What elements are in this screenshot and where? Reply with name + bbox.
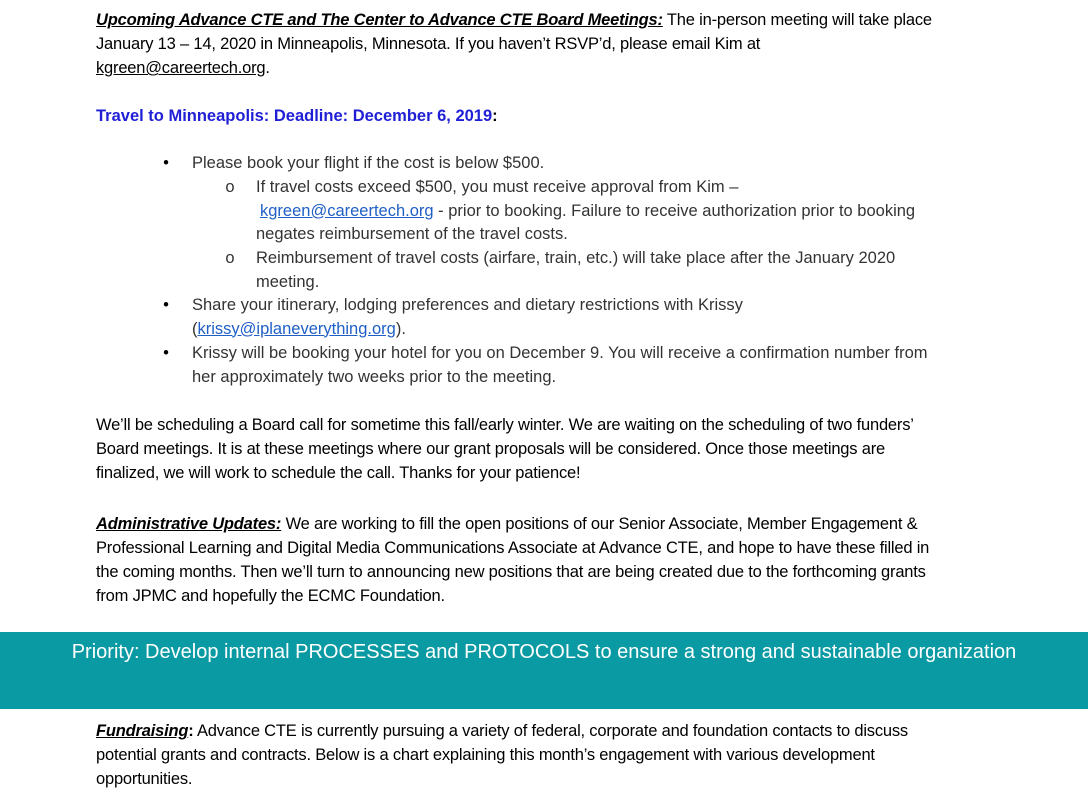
list-item-text: Share your itinerary, lodging preferences and dietary restrictions with Krissy ( [192, 296, 743, 338]
board-meetings-end: . [265, 59, 270, 77]
list-item [163, 342, 932, 389]
fundraising-paragraph [96, 719, 936, 791]
fundraising-heading: Fundraising [96, 722, 189, 740]
list-item [163, 294, 932, 341]
list-item-text: Krissy will be booking your hotel for you on December 9. You will receive a confirmation number from her approximately two weeks prior to the meeting. [192, 344, 928, 386]
board-meetings-heading: Upcoming Advance CTE and The Center to Advance CTE Board Meetings: [96, 11, 663, 29]
sub-list-item [225, 176, 936, 247]
admin-updates-text: We are working to fill the open positions of our Senior Associate, Member Engagement & Professional Learning and Digital Media Communications Associate at Advance CTE, and hope to have these filled in the coming months. Then we’ll turn to announcing new positions that are being created due to the forthcoming grants from JPMC and hopefully the ECMC Foundation. [96, 515, 930, 605]
priority-banner: Priority: Develop internal PROCESSES and PROTOCOLS to ensure a strong and sustainable organization [0, 632, 1088, 709]
sub-item-text: Reimbursement of travel costs (airfare, train, etc.) will take place after the January 2020 meeting. [256, 249, 896, 291]
sub-bullet-marker: o [225, 249, 235, 267]
board-meetings-paragraph [96, 8, 936, 80]
board-meetings-text: The in-person meeting will take place January 13 – 14, 2020 in Minneapolis, Minnesota. If you haven’t RSVP’d, please email Kim at [96, 11, 932, 53]
admin-updates-heading: Administrative Updates: [96, 515, 282, 533]
fundraising-text: Advance CTE is currently pursuing a variety of federal, corporate and foundation contacts to discuss potential grants and contracts. Below is a chart explaining this month’s engagement with various development opportunities. [96, 722, 908, 788]
admin-updates-paragraph [96, 512, 936, 608]
sub-bullet-marker: o [225, 178, 235, 196]
list-item-text-end: ). [395, 319, 406, 338]
list-item-text: Please book your flight if the cost is below $500. [192, 154, 545, 172]
bullet-marker: • [163, 154, 169, 172]
sub-item-text: If travel costs exceed $500, you must receive approval from Kim – [256, 178, 739, 196]
travel-heading-colon: : [492, 107, 498, 125]
travel-heading-line [96, 104, 498, 128]
board-call-paragraph: We’ll be scheduling a Board call for sometime this fall/early winter. We are waiting on the scheduling of two funders’ Board meetings. It is at these meetings where our grant proposals will be considered. Once those meetings are finalized, we will work to schedule the call. Thanks for your patience! [96, 416, 914, 482]
board-meetings-email[interactable]: kgreen@careertech.org [96, 59, 266, 77]
kim-email-link[interactable]: kgreen@careertech.org [260, 201, 434, 220]
sub-item-text-cont: - prior to booking. Failure to receive authorization prior to booking negates reimbursement of the travel costs. [256, 201, 916, 243]
fundraising-colon: : [188, 722, 194, 740]
travel-heading: Travel to Minneapolis: Deadline: December 6, 2019 [96, 107, 493, 125]
bullet-marker: • [163, 296, 169, 314]
krissy-email-link[interactable]: krissy@iplaneverything.org [197, 319, 396, 338]
bullet-marker: • [163, 344, 169, 362]
list-item [163, 152, 932, 176]
sub-list-item [225, 247, 936, 294]
